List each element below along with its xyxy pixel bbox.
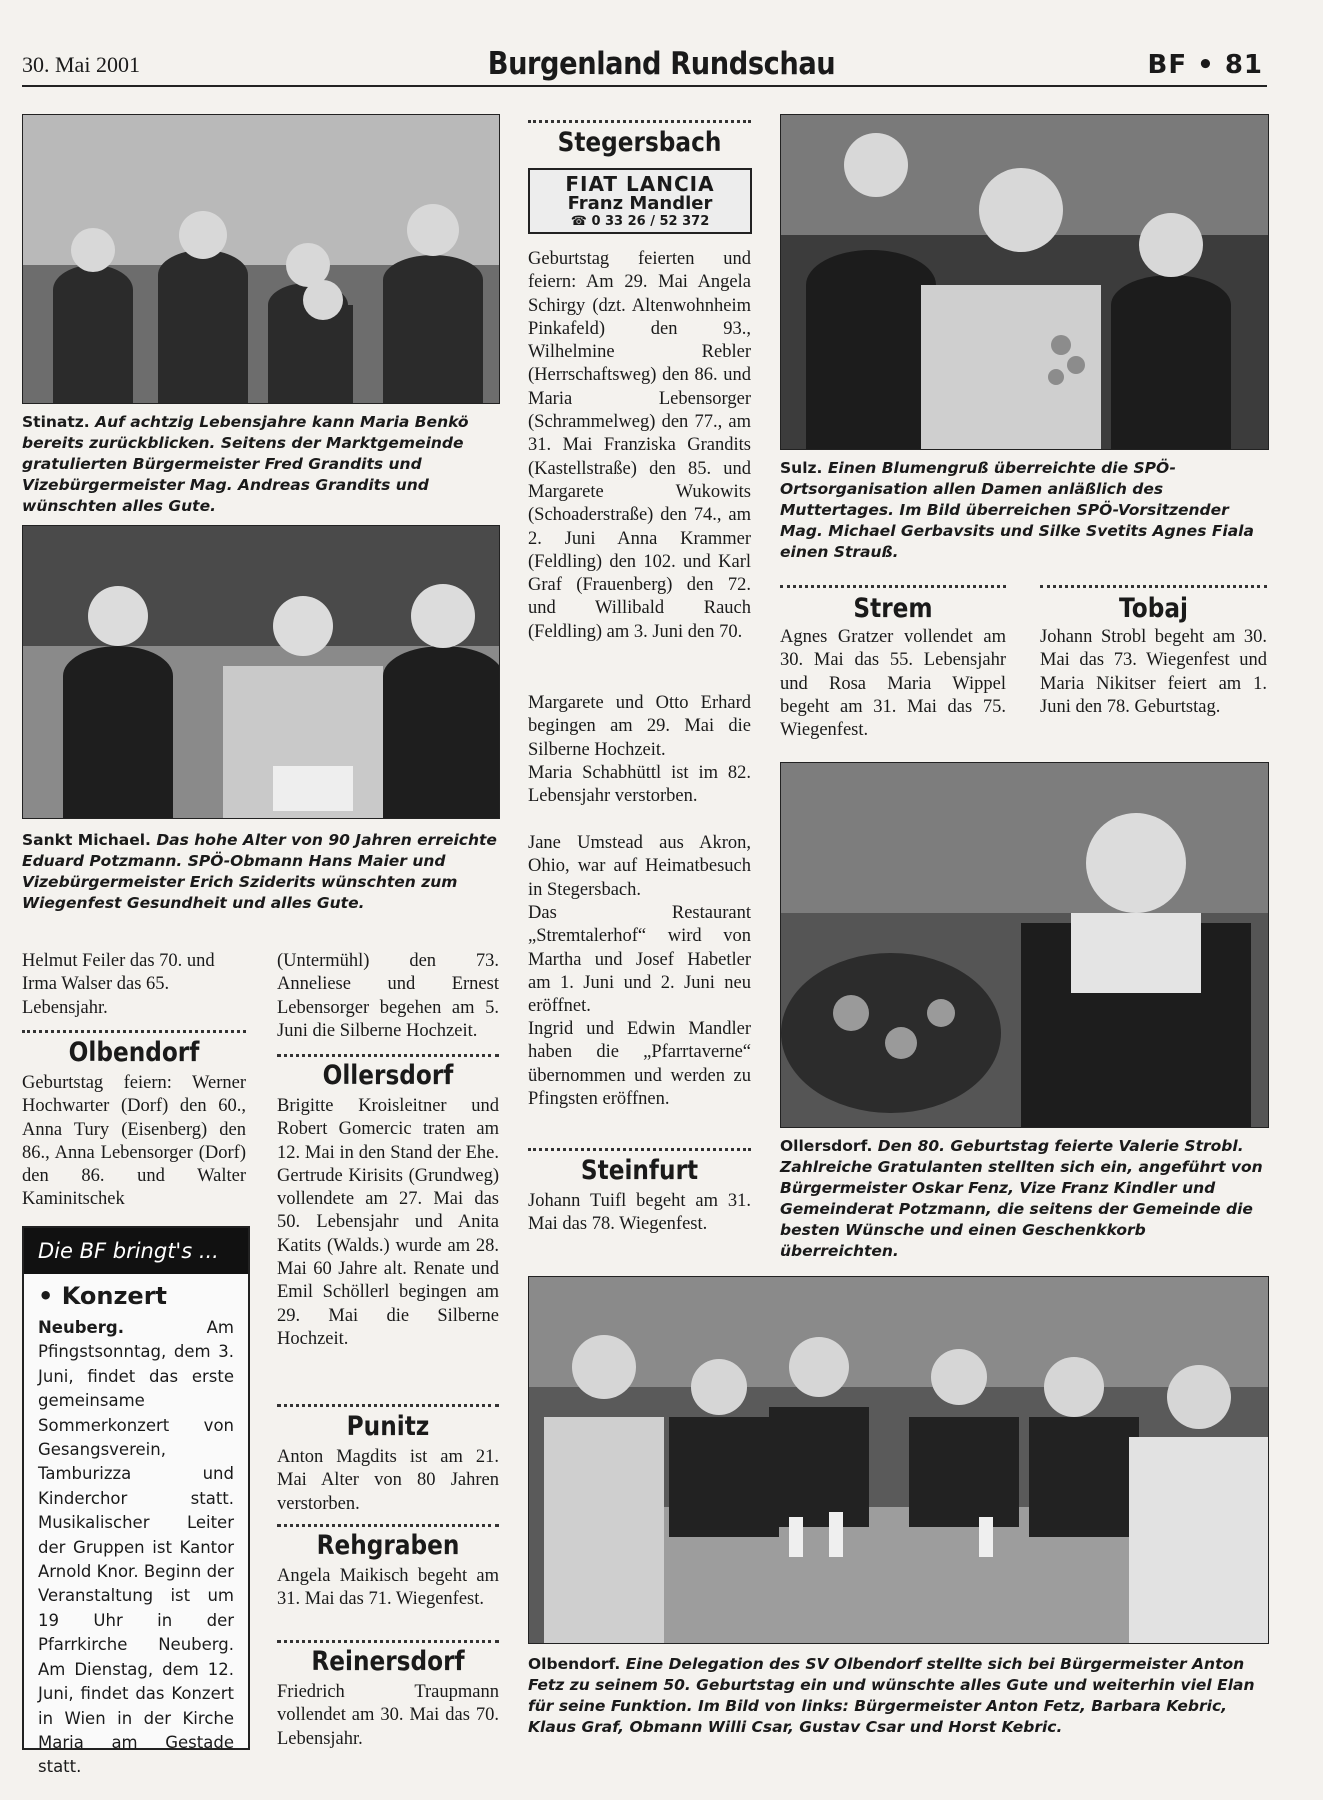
caption-text: Eine Delegation des SV Olbendorf stellte sich bei Bürgermeister Anton Fetz zu seinem 50. Geburtstag ein und wünschte alles Gute und weiterhin viel Elan für seine Funktion. Im Bild von links: Bürgermeister Anton Fetz, Barbara Kebric, Klaus Graf, Obmann Willi Csar, Gustav Csar und Horst Kebric. [528,1655,1255,1736]
photo-ollersdorf [780,762,1269,1128]
bf-bringts-box [22,1226,250,1777]
col2-continuation: (Untermühl) den 73. Anneliese und Ernest Lebensorger begehen am 5. Juni die Silberne Hochzeit. [277,951,499,1041]
col1-olbendorf-text: Geburtstag feiern: Werner Hochwarter (Dorf) den 60., Anna Tury (Eisenberg) den 86., Anna Lebensorger (Dorf) den 86. und Walter Kaminitschek [22,1073,246,1210]
col2-punitz-text: Anton Magdits ist am 21. Mai Alter von 80 Jahren verstorben. [277,1447,499,1514]
col3-para-4: Jane Umstead aus Akron, Ohio, war auf Heimatbesuch in Stegersbach. [528,833,751,900]
heading-reinersdorf: Reinersdorf [311,1646,465,1677]
group-portrait-image [23,526,499,818]
col2-rehgraben-text: Angela Maikisch begeht am 31. Mai das 71. Wiegenfest. [277,1566,499,1610]
photo-stinatz [22,114,500,404]
page-number: BF • 81 [1147,50,1263,80]
col2-reinersdorf-text: Friedrich Traupmann vollendet am 30. Mai das 70. Lebensjahr. [277,1682,499,1749]
heading-ollersdorf: Ollersdorf [322,1060,454,1091]
divider [277,1404,499,1407]
col3-para-5: Das Restaurant „Stremtalerhof“ wird von Martha und Josef Habetler am 1. Juni und 2. Juni neu eröffnet. [528,903,751,1017]
caption-text: Auf achtzig Lebensjahre kann Maria Benkö bereits zurückblicken. Seitens der Marktgemeinde gratulierten Bürgermeister Fred Grandits und Vizebürgermeister Mag. Andreas Grandits und wünschten alles Gute. [22,413,469,515]
caption-sankt-michael [22,830,498,914]
divider [528,120,751,123]
caption-text: Den 80. Geburtstag feierte Valerie Strobl. Zahlreiche Gratulanten stellten sich ein, angeführt von Bürgermeister Oskar Fenz, Vize Franz Kindler und Gemeinderat Potzmann, die seitens der Gemeinde die besten Wünsche und einen Geschenkkorb überreichten. [780,1137,1263,1260]
box-text [24,1310,248,1780]
heading-strem: Strem [853,593,933,624]
portrait-with-gift-basket-image [781,763,1268,1127]
col1-intro: Helmut Feiler das 70. und Irma Walser das 65. Lebensjahr. [22,951,215,1018]
box-title: Die BF bringt's ... [24,1228,248,1274]
photo-sankt-michael [22,525,500,819]
heading-steinfurt: Steinfurt [580,1155,699,1186]
caption-place: Olbendorf. [528,1655,621,1673]
box-body: Am Pfingstsonntag, dem 3. Juni, findet das erste gemeinsame Sommerkonzert von Gesangsverein, Tamburizza und Kinderchor statt. Musikalischer Leiter der Gruppen ist Kantor Arnold Knor. Beginn der Veranstaltung ist um 19 Uhr in der Pfarrkirche Neuberg. Am Dienstag, dem 12. Juni, findet das Konzert in Wien in der Kirche Maria am Gestade statt. [38,1318,234,1777]
group-at-table-image [529,1277,1268,1643]
photo-olbendorf [528,1276,1269,1644]
ad-line-1: FIAT LANCIA [565,172,715,196]
ad-line-2: Franz Mandler [567,193,713,214]
divider [277,1524,499,1527]
divider [780,585,1006,588]
col3-stegersbach-text: Geburtstag feierten und feiern: Am 29. Mai Angela Schirgy (dzt. Altenwohnheim Pinkafeld) den 93., Wilhelmine Rebler (Herrschaftsweg) den 86. und Maria Lebensorger (Schrammelweg) den 77., am 31. Mai Franziska Grandits (Kastellstraße) den 85. und Margarete Wukowits (Schoaderstraße) den 74., am 2. Juni Anna Krammer (Feldling) den 102. und Karl Graf (Frauenberg) den 72. und Willibald Rauch (Feldling) am 3. Juni den 70. [528,249,751,642]
group-portrait-image [23,115,499,403]
header-rule [22,85,1267,87]
photo-sulz [780,114,1269,450]
ad-fiat-lancia [528,168,752,234]
col3-para-6: Ingrid und Edwin Mandler haben die „Pfarrtaverne“ übernommen und werden zu Pfingsten eröffnen. [528,1019,751,1109]
col3-para-3: Maria Schabhüttl ist im 82. Lebensjahr verstorben. [528,763,751,807]
heading-olbendorf: Olbendorf [68,1037,200,1068]
caption-place: Sulz. [780,459,823,477]
col3-steinfurt-text: Johann Tuifl begeht am 31. Mai das 78. Wiegenfest. [528,1191,751,1235]
heading-stegersbach: Stegersbach [557,127,722,158]
group-portrait-image [781,115,1268,449]
caption-stinatz [22,412,498,517]
box-subtitle: • Konzert [38,1282,167,1310]
col4-tobaj-text: Johann Strobl begeht am 30. Mai das 73. Wiegenfest und Maria Nikitser feiert am 1. Juni den 78. Geburtstag. [1040,627,1267,717]
caption-place: Ollersdorf. [780,1137,873,1155]
heading-rehgraben: Rehgraben [316,1530,460,1561]
heading-punitz: Punitz [346,1411,430,1442]
divider [277,1054,499,1057]
box-place: Neuberg. [38,1318,124,1337]
caption-olbendorf [528,1654,1267,1738]
divider [277,1640,499,1643]
caption-place: Sankt Michael. [22,831,151,849]
divider [22,1030,246,1033]
col4-strem-text: Agnes Gratzer vollendet am 30. Mai das 55. Lebensjahr und Rosa Maria Wippel begeht am 31. Mai das 75. Wiegenfest. [780,627,1006,741]
col3-para-2: Margarete und Otto Erhard begingen am 29. Mai die Silberne Hochzeit. [528,693,751,760]
caption-text: Das hohe Alter von 90 Jahren erreichte Eduard Potzmann. SPÖ-Obmann Hans Maier und Vizebürgermeister Erich Sziderits wünschten zum Wiegenfest Gesundheit und alles Gute. [22,831,497,912]
col2-ollersdorf-text: Brigitte Kroisleitner und Robert Gomercic traten am 12. Mai in den Stand der Ehe. Gertrude Kirisits (Grundweg) vollendete am 27. Mai das 50. Lebensjahr und Anita Katits (Walds.) wurde am 28. Mai 60 Jahre alt. Renate und Emil Schöllerl begingen am 29. Mai die Silberne Hochzeit. [277,1096,499,1349]
caption-sulz [780,458,1267,563]
caption-ollersdorf [780,1136,1267,1262]
newspaper-title: Burgenland Rundschau [487,46,836,82]
issue-date: 30. Mai 2001 [22,52,140,77]
caption-place: Stinatz. [22,413,90,431]
divider [528,1148,751,1151]
divider [1040,585,1267,588]
ad-phone: ☎ 0 33 26 / 52 372 [570,214,710,229]
caption-text: Einen Blumengruß überreichte die SPÖ-Ortsorganisation allen Damen anläßlich des Muttertages. Im Bild überreichen SPÖ-Vorsitzender Mag. Michael Gerbavsits und Silke Svetits Agnes Fiala einen Strauß. [780,459,1254,561]
heading-tobaj: Tobaj [1119,593,1188,624]
